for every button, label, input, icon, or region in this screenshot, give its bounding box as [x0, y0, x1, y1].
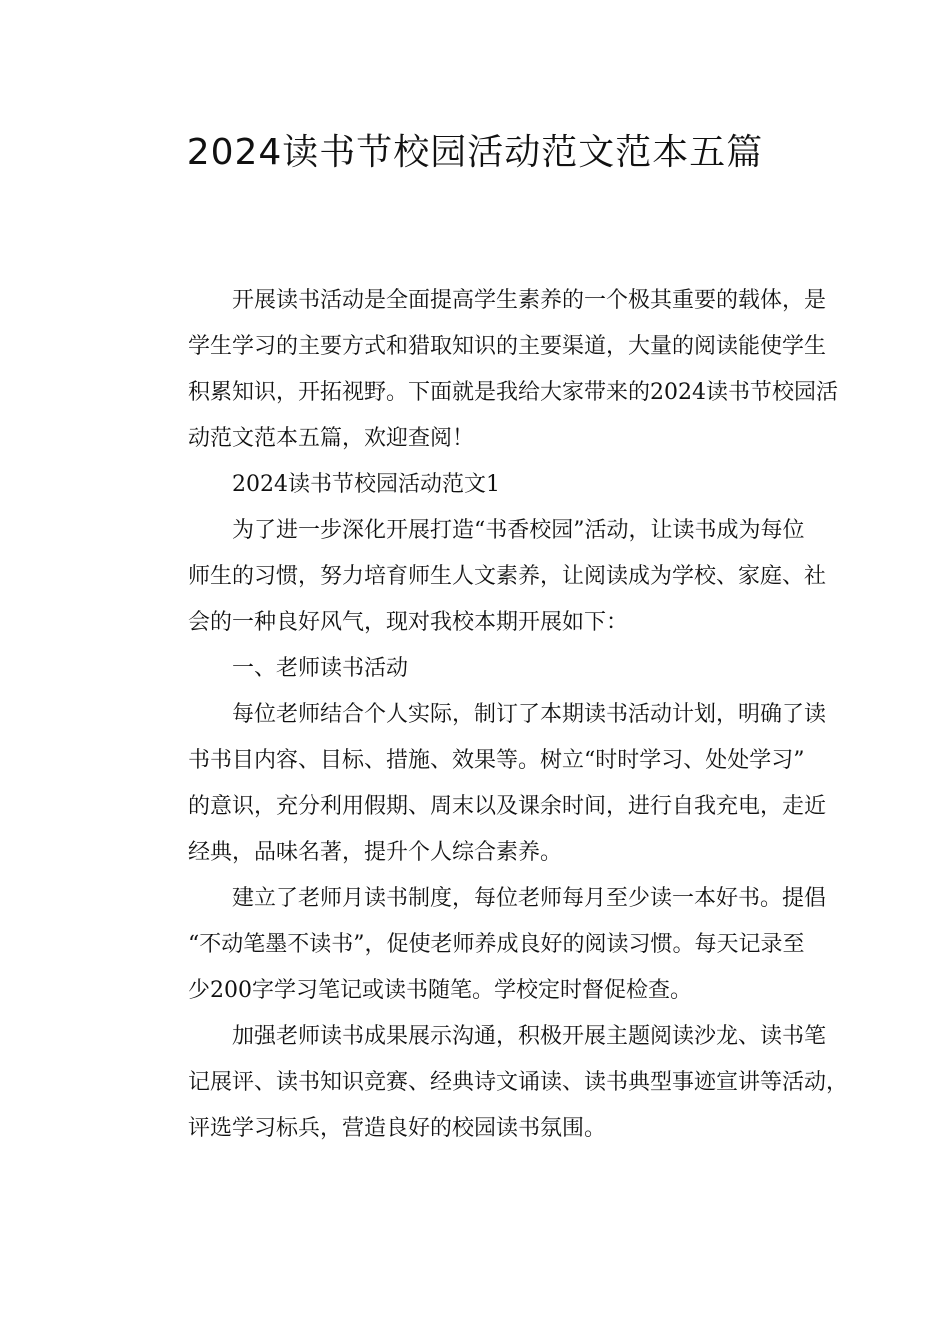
text-line: 学生学习的主要方式和猎取知识的主要渠道，大量的阅读能使学生 — [188, 334, 827, 359]
text-line: “不动笔墨不读书”，促使老师养成良好的阅读习惯。每天记录至 — [188, 932, 805, 957]
text-line: 经典，品味名著，提升个人综合素养。 — [188, 840, 563, 865]
section-heading-text: 2024读书节校园活动范文1 — [232, 472, 500, 497]
document-title: 2024读书节校园活动范文范本五篇 — [186, 132, 764, 173]
text-line: 评选学习标兵，营造良好的校园读书氛围。 — [188, 1116, 607, 1141]
document-body — [144, 278, 849, 1152]
text-line: 积累知识，开拓视野。下面就是我给大家带来的2024读书节校园活 — [188, 380, 838, 405]
paragraph — [144, 1014, 849, 1152]
subsection-heading — [144, 646, 812, 692]
text-line: 加强老师读书成果展示沟通，积极开展主题阅读沙龙、读书笔 — [232, 1024, 827, 1049]
text-line: 记展评、读书知识竞赛、经典诗文诵读、读书典型事迹宣讲等活动， — [188, 1070, 849, 1095]
text-line: 少200字学习笔记或读书随笔。学校定时督促检查。 — [188, 978, 692, 1003]
text-line: 每位老师结合个人实际，制订了本期读书活动计划，明确了读 — [232, 702, 827, 727]
paragraph — [144, 876, 827, 1014]
text-line: 书书目内容、目标、措施、效果等。树立“时时学习、处处学习” — [188, 748, 805, 773]
intro-paragraph — [144, 278, 838, 462]
paragraph — [144, 508, 827, 646]
text-line: 的意识，充分利用假期、周末以及课余时间，进行自我充电，走近 — [188, 794, 827, 819]
section-heading — [144, 462, 812, 508]
subsection-heading-text: 一、老师读书活动 — [232, 656, 409, 681]
text-line: 为了进一步深化开展打造“书香校园”活动，让读书成为每位 — [232, 518, 805, 543]
paragraph — [144, 692, 827, 876]
text-line: 师生的习惯，努力培育师生人文素养，让阅读成为学校、家庭、社 — [188, 564, 827, 589]
text-line: 会的一种良好风气，现对我校本期开展如下： — [188, 610, 629, 635]
text-line: 建立了老师月读书制度，每位老师每月至少读一本好书。提倡 — [232, 886, 827, 911]
text-line: 动范文范本五篇，欢迎查阅！ — [188, 426, 475, 451]
text-line: 开展读书活动是全面提高学生素养的一个极其重要的载体，是 — [232, 288, 827, 313]
